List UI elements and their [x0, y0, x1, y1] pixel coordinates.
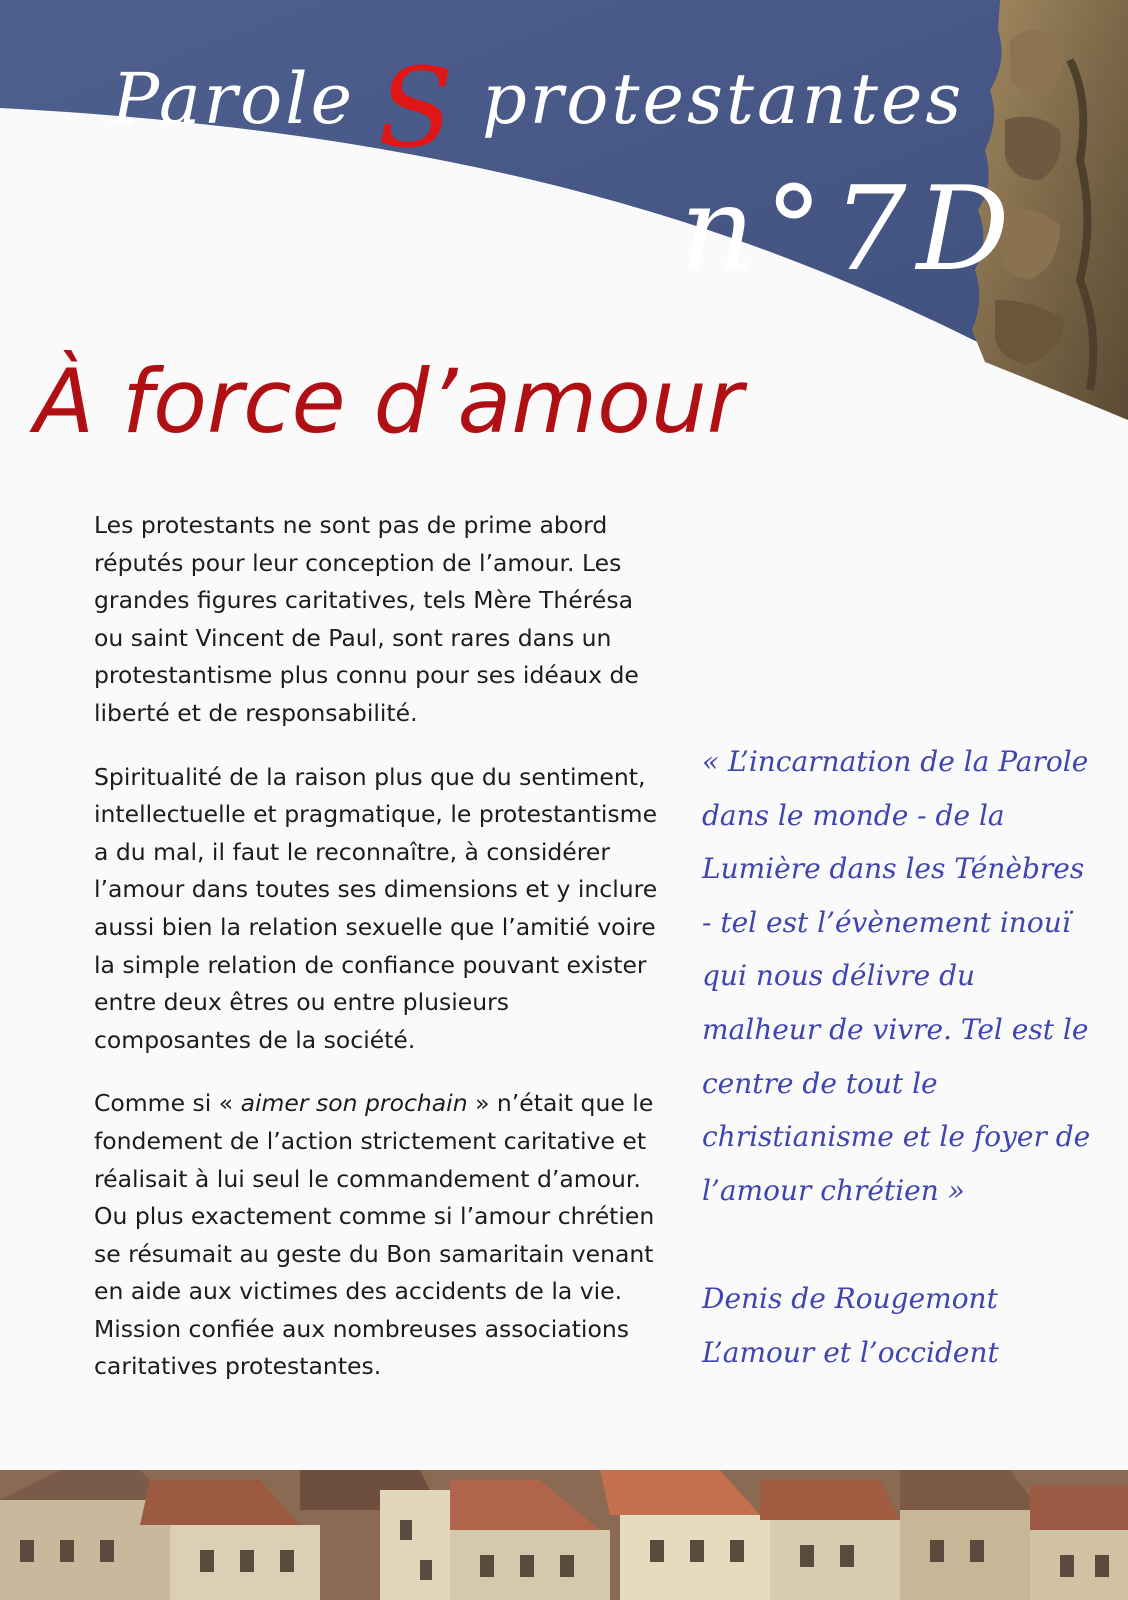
body-paragraph-3	[94, 1085, 664, 1386]
issue-number: n°7D	[680, 162, 1020, 297]
body-text-column	[94, 507, 664, 1412]
masthead-title-right: protestantes	[482, 58, 965, 140]
body-paragraph-1: Les protestants ne sont pas de prime abord réputés pour leur conception de l’amour. Les grandes figures caritatives, tels Mère Thérésa ou saint Vincent de Paul, sont rares dans un protestantisme plus connu pour ses idéaux de liberté et de responsabilité.	[94, 511, 639, 727]
body-paragraph-2: Spiritualité de la raison plus que du sentiment, intellectuelle et pragmatique, le protestantisme a du mal, il faut le reconnaître, à considérer l’amour dans toutes ses dimensions et y inclure aussi bien la relation sexuelle que l’amitié voire la simple relation de confiance pouvant exister entre deux êtres ou entre plusieurs composantes de la société.	[94, 762, 658, 1054]
quote-author: Denis de Rougemont	[702, 1282, 998, 1316]
body-paragraph-3-emphasis: aimer son prochain	[240, 1089, 468, 1118]
quote-text: « L’incarnation de la Parole dans le monde - de la Lumière dans les Ténèbres - tel est l’évènement inouï qui nous délivre du malheur de vivre. Tel est le centre de tout le christianisme et le foyer de l’amour chrétien »	[702, 745, 1091, 1207]
body-paragraph-3-end: » n’était que le fondement de l’action strictement caritative et réalisait à lui seul le commandement d’amour. Ou plus exactement comme si l’amour chrétien se résumait au geste du Bon samaritain venant en aide aux victimes des accidents de la vie. Mission confiée aux nombreuses associations caritatives protestantes.	[94, 1089, 655, 1381]
body-paragraph-3-start: Comme si «	[94, 1089, 241, 1118]
masthead-title-left: Parole	[112, 58, 356, 140]
quote-source: L’amour et l’occident	[702, 1335, 999, 1369]
rooftops-photo	[0, 1470, 1128, 1600]
pull-quote	[702, 735, 1102, 1380]
masthead-title-s: S	[378, 44, 457, 172]
page-title: À force d’amour	[34, 350, 743, 453]
